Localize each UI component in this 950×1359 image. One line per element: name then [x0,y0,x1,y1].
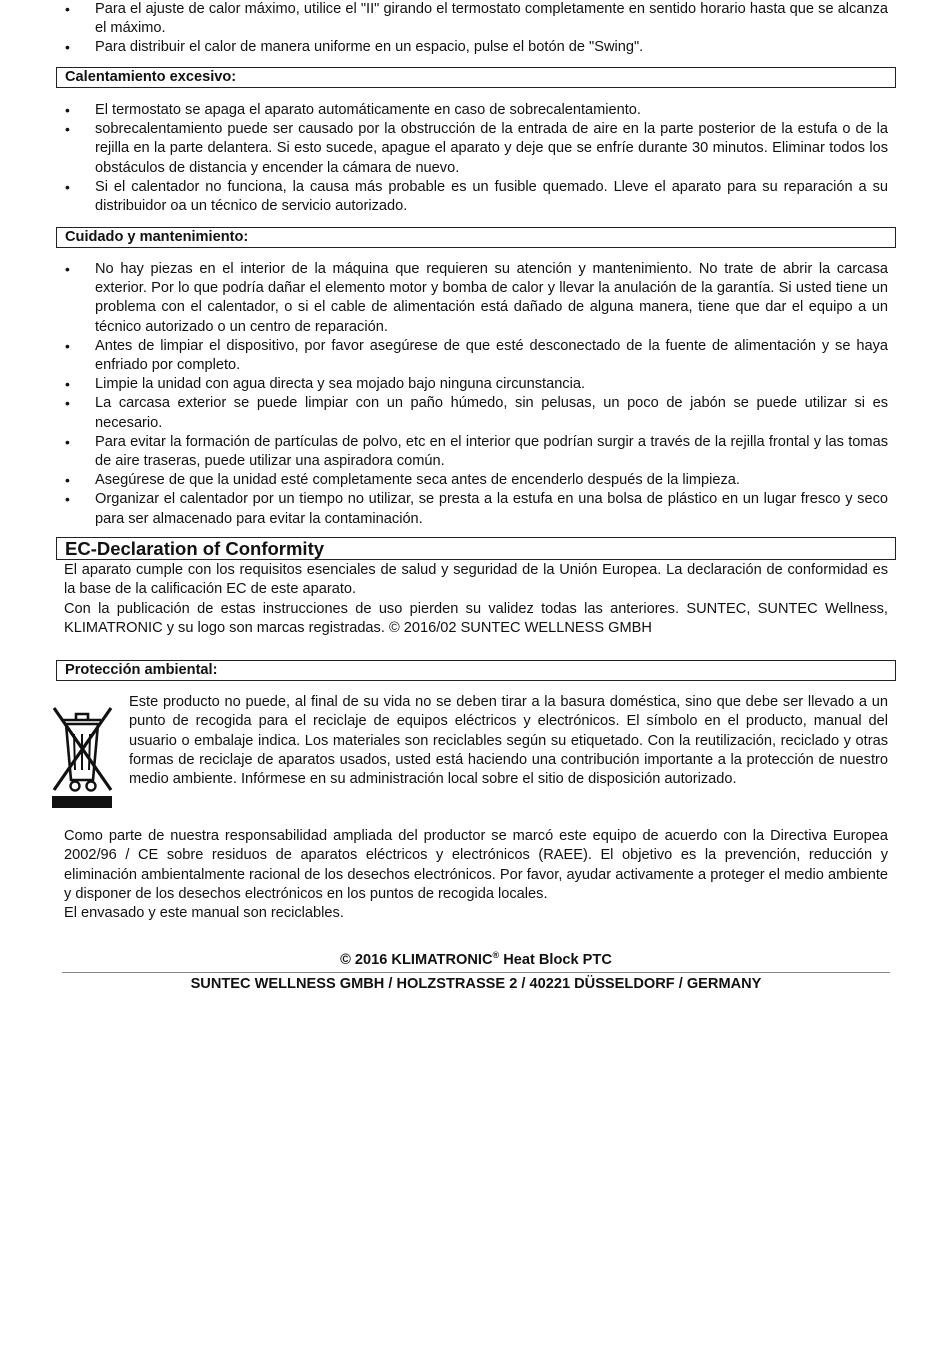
environment-paragraph-3: El envasado y este manual son reciclables. [64,905,344,922]
list-item: • Antes de limpiar el dispositivo, por favor asegúrese de que esté desconectado de la fuente de alimentación y se haya enfriado por completo. [64,337,888,375]
declaration-paragraph-1: El aparato cumple con los requisitos esenciales de salud y seguridad de la Unión Europea. La declaración de conformidad es la base de la calificación EC de este aparato. [64,562,888,598]
list-item: • Limpie la unidad con agua directa y sea mojado bajo ninguna circunstancia. [64,375,888,394]
environment-extra-text [64,827,888,923]
list-item: • Para el ajuste de calor máximo, utilice el "II" girando el termostato completamente en sentido horario hasta que se alcanza el máximo. [64,0,888,38]
copyright-suffix: Heat Block PTC [499,952,612,968]
footer-divider [62,972,890,973]
list-item: • La carcasa exterior se puede limpiar con un paño húmedo, sin pelusas, un poco de jabón se puede utilizar si es necesario. [64,394,888,432]
overheating-bullets [64,101,888,216]
declaration-heading: EC-Declaration of Conformity [56,537,896,560]
environment-text [129,693,888,789]
company-address: SUNTEC WELLNESS GMBH / HOLZSTRASSE 2 / 40221 DÜSSELDORF / GERMANY [190,976,762,992]
list-item: • Organizar el calentador por un tiempo no utilizar, se presta a la estufa en una bolsa de plástico en un lugar fresco y seco para ser almacenado para evitar la contaminación. [64,490,888,528]
intro-bullets [64,0,888,58]
care-heading: Cuidado y mantenimiento: [56,227,896,248]
list-item: • Asegúrese de que la unidad esté completamente seca antes de encenderlo después de la limpieza. [64,471,888,490]
list-item: • El termostato se apaga el aparato automáticamente en caso de sobrecalentamiento. [64,101,888,120]
list-item: • No hay piezas en el interior de la máquina que requieren su atención y mantenimiento. No trate de abrir la carcasa exterior. Por lo que podría dañar el elemento motor y bomba de calor y llevar la anulación de la garantía. Si usted tiene un problema con el calentador, o si el cable de alimentación está dañado de alguna manera, tiene que dar el equipo a un técnico autorizado o un centro de reparación. [64,260,888,337]
environment-paragraph-2: Como parte de nuestra responsabilidad ampliada del productor se marcó este equipo de acuerdo con la Directiva Europea 2002/96 / CE sobre residuos de aparatos eléctricos y electrónicos (RAEE). El objetivo es la prevención, reducción y eliminación ambientalmente racional de los desechos electrónicos. Por favor, ayudar activamente a proteger el medio ambiente y disponer de los desechos electrónicos en los puntos de recogida locales. [64,828,888,902]
list-item: • sobrecalentamiento puede ser causado por la obstrucción de la entrada de aire en la parte posterior de la estufa o de la rejilla en la parte delantera. Si esto sucede, apague el aparato y deje que se enfríe durante 30 minutos. Eliminar todos los obstáculos de distancia y encender la cámara de nuevo. [64,120,888,178]
declaration-paragraph-2: Con la publicación de estas instrucciones de uso pierden su validez todas las anteriores. SUNTEC, SUNTEC Wellness, KLIMATRONIC y su logo son marcas registradas. © 2016/02 SUNTEC WELLNESS GMBH [64,600,888,636]
copyright-prefix: © 2016 KLIMATRONIC [340,952,493,968]
list-item: • Si el calentador no funciona, la causa más probable es un fusible quemado. Lleve el aparato para su reparación a su distribuidor oa un técnico de servicio autorizado. [64,178,888,216]
environment-heading: Protección ambiental: [56,660,896,681]
list-item: • Para evitar la formación de partículas de polvo, etc en el interior que podrían surgir a través de la rejilla frontal y las tomas de aire traseras, puede utilizar una aspiradora común. [64,433,888,471]
copyright-line [62,951,890,970]
declaration-text [64,561,888,638]
overheating-heading: Calentamiento excesivo: [56,67,896,88]
care-bullets [64,260,888,529]
environment-paragraph-1: Este producto no puede, al final de su vida no se deben tirar a la basura doméstica, sino que debe ser llevado a un punto de recogida para el reciclaje de equipos eléctricos y electrónicos. El símbolo en el producto, manual del usuario o embalaje indica. Los materiales son reciclables según su etiquetado. Con la reutilización, reciclado y otras formas de reciclaje de aparatos usados, usted está haciendo una contribución importante a la protección de nuestro medio ambiente. Infórmese en su administración local sobre el sitio de disposición autorizado. [129,694,888,788]
list-item: • Para distribuir el calor de manera uniforme en un espacio, pulse el botón de "Swing". [64,38,888,57]
weee-crossed-bin-icon [45,700,119,812]
registered-mark: ® [492,950,500,960]
